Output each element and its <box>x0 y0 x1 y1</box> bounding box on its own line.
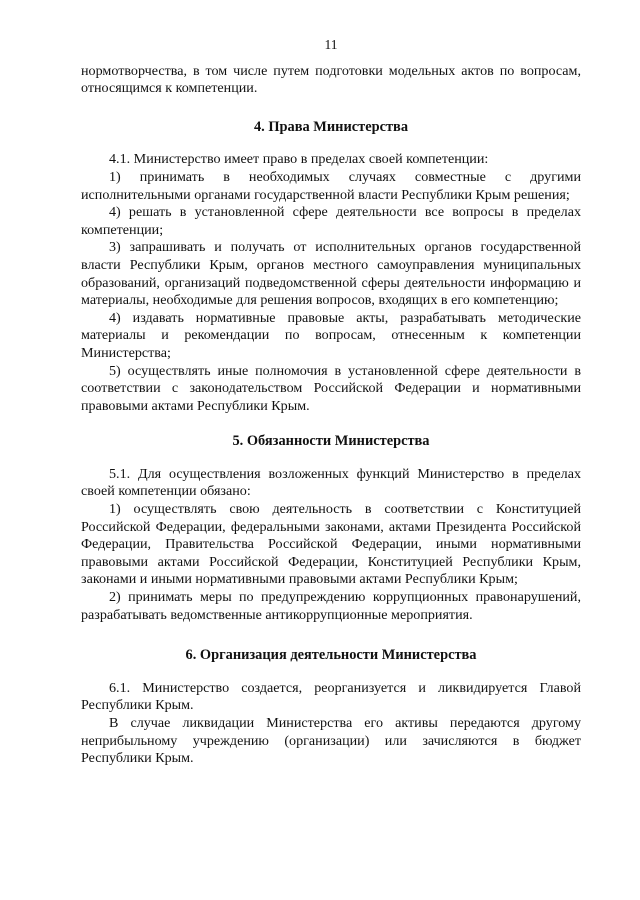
section-5-paragraph-2: 1) осуществлять свою деятельность в соответствии с Конституцией Российской Федерации, федеральными законами, актами Президента Российской Федерации, Правительства Российской Федерации, иными нормативными правовыми актами Российской Федерации, Конституцией Республики Крым, законами и иными нормативными правовыми актами Республики Крым; <box>81 501 581 588</box>
section-6-paragraph-1: 6.1. Министерство создается, реорганизуется и ликвидируется Главой Республики Крым. <box>81 679 581 714</box>
section-5-paragraph-1: 5.1. Для осуществления возложенных функций Министерство в пределах своей компетенции обязано: <box>81 465 581 500</box>
section-4-heading: 4. Права Министерства <box>253 118 409 135</box>
section-4-paragraph-1: 4.1. Министерство имеет право в пределах своей компетенции: <box>109 151 489 168</box>
intro-continuation-paragraph: нормотворчества, в том числе путем подготовки модельных актов по вопросам, относящимся к компетенции. <box>81 62 581 97</box>
section-6-paragraph-2: В случае ликвидации Министерства его активы передаются другому неприбыльному учреждению (организации) или зачисляются в бюджет Республики Крым. <box>81 715 581 767</box>
section-4-paragraph-5: 4) издавать нормативные правовые акты, разрабатывать методические материалы и рекомендации по вопросам, отнесенным к компетенции Министерства; <box>81 309 581 361</box>
section-6-heading: 6. Организация деятельности Министерства <box>185 647 477 664</box>
section-4-paragraph-3: 4) решать в установленной сфере деятельности все вопросы в пределах компетенции; <box>81 204 581 238</box>
section-4-paragraph-4: 3) запрашивать и получать от исполнительных органов государственной власти Республики Крым, органов местного самоуправления муниципальных образований, организаций подведомственной сферы деятельности информацию и материалы, необходимые для решения вопросов, входящих в его компетенцию; <box>81 239 581 309</box>
section-5-heading: 5. Обязанности Министерства <box>232 433 430 450</box>
section-4-paragraph-6: 5) осуществлять иные полномочия в установленной сфере деятельности в соответствии с законодательством Российской Федерации и нормативными правовыми актами Республики Крым. <box>81 362 581 414</box>
page-number: 11 <box>324 37 338 52</box>
section-5-paragraph-3: 2) принимать меры по предупреждению коррупционных правонарушений, разрабатывать ведомственные антикоррупционные мероприятия. <box>81 589 581 623</box>
section-4-paragraph-2: 1) принимать в необходимых случаях совместные с другими исполнительными органами государственной власти Республики Крым решения; <box>81 168 581 203</box>
